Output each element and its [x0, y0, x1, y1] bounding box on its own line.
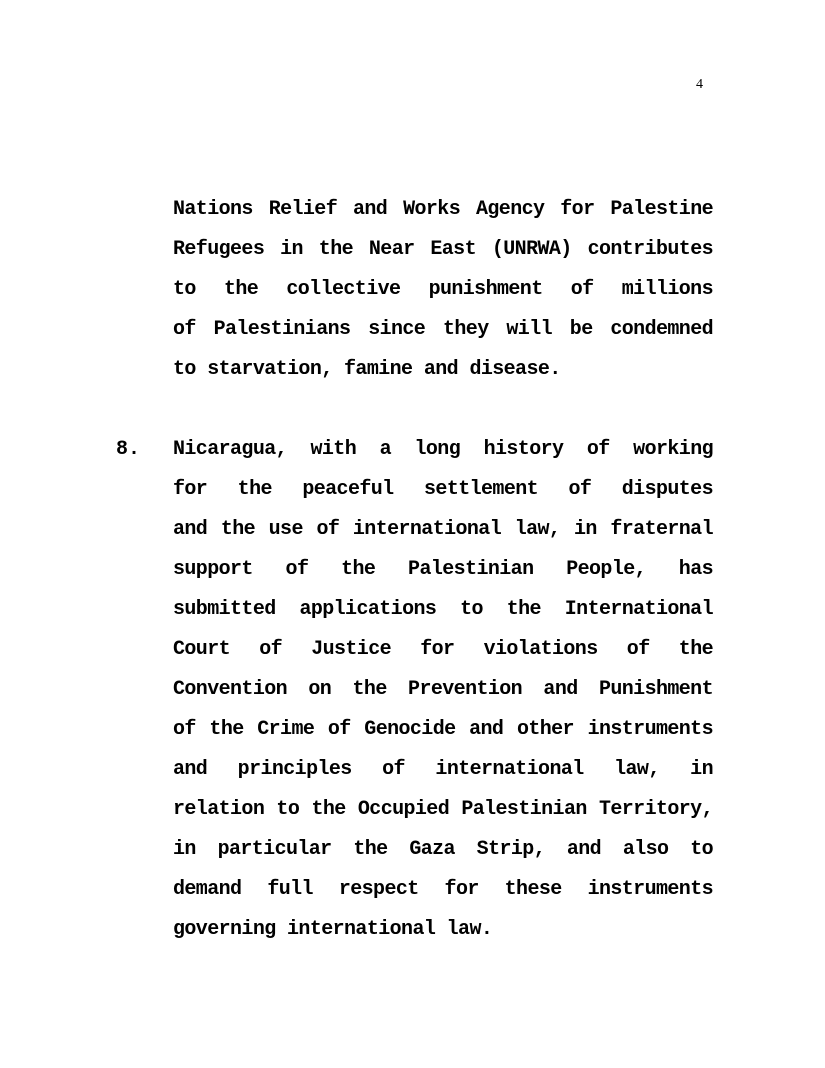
text-line: to the collective punishment of millions [173, 278, 713, 301]
text-line: of Palestinians since they will be condemned [173, 318, 713, 341]
text-line: and principles of international law, in [173, 758, 713, 781]
text-line: for the peaceful settlement of disputes [173, 478, 713, 501]
text-line: to starvation, famine and disease. [173, 358, 561, 381]
text-line: relation to the Occupied Palestinian Territory, [173, 798, 713, 821]
text-line: in particular the Gaza Strip, and also to [173, 838, 713, 861]
text-line: of the Crime of Genocide and other instruments [173, 718, 713, 741]
text-line: and the use of international law, in fraternal [173, 518, 713, 541]
text-line: Convention on the Prevention and Punishment [173, 678, 713, 701]
text-line: submitted applications to the International [173, 598, 713, 621]
page-number: 4 [696, 77, 703, 92]
text-line: support of the Palestinian People, has [173, 558, 713, 581]
text-line: demand full respect for these instruments [173, 878, 713, 901]
text-line: Nations Relief and Works Agency for Palestine [173, 198, 713, 221]
paragraph-continued [173, 190, 713, 390]
text-line: Nicaragua, with a long history of working [173, 438, 713, 461]
text-line: Refugees in the Near East (UNRWA) contributes [173, 238, 713, 261]
paragraph-number: 8. [116, 438, 141, 461]
text-line: Court of Justice for violations of the [173, 638, 713, 661]
paragraph-8 [173, 430, 713, 950]
text-line: governing international law. [173, 918, 493, 941]
